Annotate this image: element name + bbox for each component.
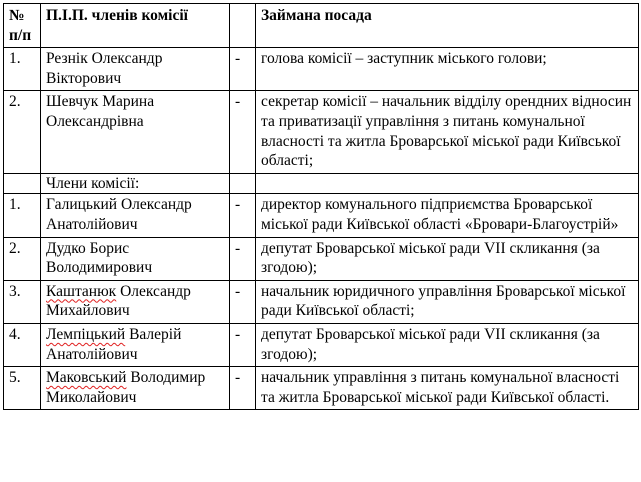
table-row [4, 323, 639, 366]
row-dash: - [230, 48, 256, 91]
member-name [41, 48, 230, 91]
member-rows [4, 194, 639, 410]
row-dash: - [230, 323, 256, 366]
spellcheck-flagged-word: Маковський [46, 369, 127, 387]
name-text: Валерій Анатолійович [46, 325, 182, 363]
table-header-row [4, 4, 639, 48]
member-name [41, 323, 230, 366]
row-number: 1. [4, 194, 41, 237]
members-group [4, 173, 639, 194]
group-label: Члени комісії: [41, 173, 230, 194]
table-row [4, 367, 639, 410]
group-empty-dash [230, 173, 256, 194]
header-position: Займана посада [256, 4, 639, 48]
name-text: Дудко Борис Володимирович [46, 239, 153, 277]
member-position: секретар комісії – начальник відділу орендних відносин та приватизації управління з питань комунальної власності та житла Броварської міської ради Київської області; [256, 91, 639, 173]
table-row [4, 194, 639, 237]
member-name [41, 367, 230, 410]
row-number: 2. [4, 91, 41, 173]
member-name [41, 280, 230, 323]
row-dash: - [230, 237, 256, 280]
commission-members-table [3, 3, 639, 410]
row-number: 5. [4, 367, 41, 410]
name-text: Володимир Миколайович [46, 369, 206, 406]
header-dash [230, 4, 256, 48]
members-group-row [4, 173, 639, 194]
header-name: П.І.П. членів комісії [41, 4, 230, 48]
member-name [41, 237, 230, 280]
row-dash: - [230, 91, 256, 173]
member-name [41, 194, 230, 237]
leadership-rows [4, 48, 639, 174]
member-position: начальник юридичного управління Броварської міської ради Київської області; [256, 280, 639, 323]
name-text: Олександр Михайлович [46, 282, 191, 320]
table-row [4, 91, 639, 173]
member-position: начальник управління з питань комунальної власності та житла Броварської міської ради Київської області. [256, 367, 639, 410]
row-number: 1. [4, 48, 41, 91]
spellcheck-flagged-word: Каштанюк [46, 282, 117, 300]
header-number: № п/п [4, 4, 41, 48]
member-name [41, 91, 230, 173]
row-dash: - [230, 280, 256, 323]
table-row [4, 237, 639, 280]
row-number: 3. [4, 280, 41, 323]
group-empty-num [4, 173, 41, 194]
member-position: директор комунального підприємства Броварської міської ради Київської області «Бровари-Благоустрій» [256, 194, 639, 237]
name-text: Резнік Олександр Вікторович [46, 50, 163, 87]
name-text: Шевчук Марина Олександрівна [46, 93, 155, 130]
member-position: голова комісії – заступник міського голови; [256, 48, 639, 91]
table-row [4, 280, 639, 323]
group-empty-position [256, 173, 639, 194]
table-row [4, 48, 639, 91]
row-number: 2. [4, 237, 41, 280]
row-dash: - [230, 367, 256, 410]
member-position: депутат Броварської міської ради VII скликання (за згодою); [256, 323, 639, 366]
row-number: 4. [4, 323, 41, 366]
row-dash: - [230, 194, 256, 237]
spellcheck-flagged-word: Лемпіцький [46, 325, 126, 343]
member-position: депутат Броварської міської ради VII скликання (за згодою); [256, 237, 639, 280]
name-text: Галицький Олександр Анатолійович [46, 196, 192, 233]
